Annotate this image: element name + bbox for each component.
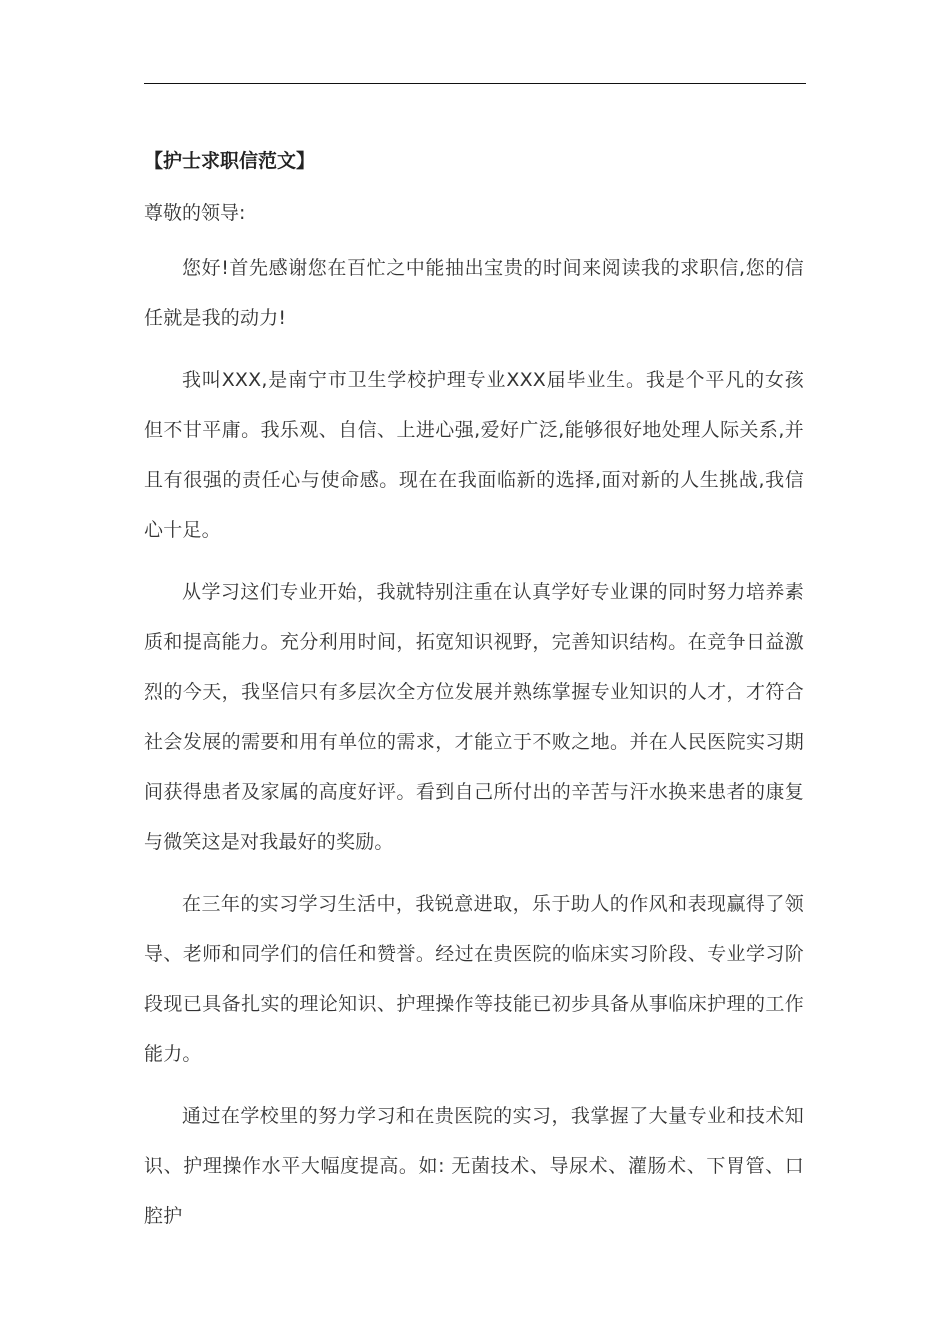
salutation: 尊敬的领导: [144,202,246,224]
paragraph-introduction: 我叫XXX,是南宁市卫生学校护理专业XXX届毕业生。我是个平凡的女孩但不甘平庸。我乐观、自信、上进心强,爱好广泛,能够很好地处理人际关系,并且有很强的责任心与使命感。现在在我面临新的选择,面对新的人生挑战,我信心十足。 [144,369,804,541]
document-body [144,141,804,1241]
paragraph-study: 从学习这们专业开始，我就特别注重在认真学好专业课的同时努力培养素质和提高能力。充分利用时间，拓宽知识视野，完善知识结构。在竞争日益激烈的今天，我坚信只有多层次全方位发展并熟练掌握专业知识的人才，才符合社会发展的需要和用有单位的需求，才能立于不败之地。并在人民医院实习期间获得患者及家属的高度好评。看到自己所付出的辛苦与汗水换来患者的康复与微笑这是对我最好的奖励。 [144,581,804,853]
header-divider [144,83,806,84]
paragraph-internship: 在三年的实习学习生活中，我锐意进取，乐于助人的作风和表现赢得了领导、老师和同学们的信任和赞誉。经过在贵医院的临床实习阶段、专业学习阶段现已具备扎实的理论知识、护理操作等技能已初步具备从事临床护理的工作能力。 [144,893,804,1065]
paragraph-skills: 通过在学校里的努力学习和在贵医院的实习，我掌握了大量专业和技术知识、护理操作水平大幅度提高。如: 无菌技术、导尿术、灌肠术、下胃管、口腔护 [144,1105,804,1227]
document-title: 【护士求职信范文】 [144,150,316,172]
paragraph-greeting: 您好!首先感谢您在百忙之中能抽出宝贵的时间来阅读我的求职信,您的信任就是我的动力! [144,257,804,329]
